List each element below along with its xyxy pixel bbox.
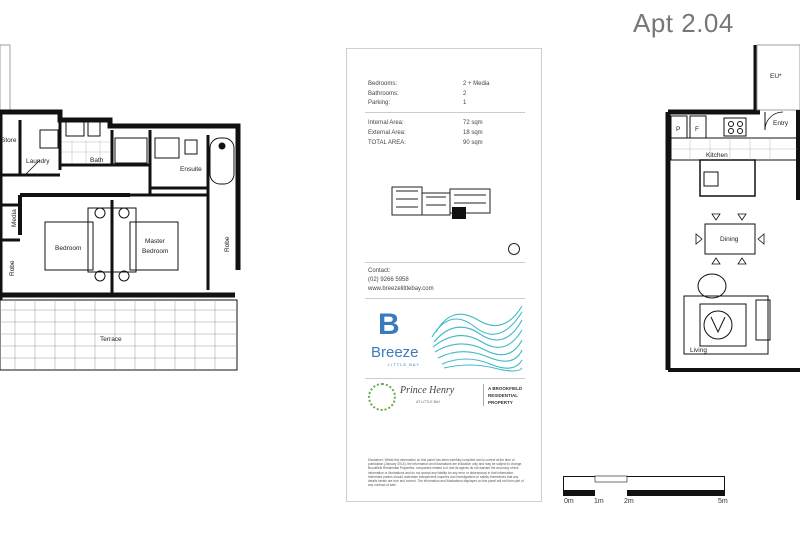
apartment-title: Apt 2.04 <box>633 8 734 38</box>
logo-divider <box>365 298 525 299</box>
appliance-label-f: F <box>695 126 699 133</box>
partner-separator <box>483 384 484 406</box>
contact-web[interactable]: www.breezelittlebay.com <box>368 286 434 292</box>
north-compass-icon <box>508 243 520 255</box>
room-label-media: Media <box>11 209 18 227</box>
scale-label-1: 1m <box>594 498 604 505</box>
scale-label-0: 0m <box>564 498 574 505</box>
room-label-bedroom: Bedroom <box>55 245 82 252</box>
spec-divider <box>365 112 525 113</box>
key-plan <box>390 185 500 230</box>
brand-tagline: LITTLE BAY <box>388 362 420 367</box>
breeze-b-logo: B <box>378 308 400 341</box>
partner-divider <box>365 378 525 379</box>
room-label-kitchen: Kitchen <box>706 152 728 159</box>
room-label-store: Store <box>1 137 17 144</box>
kitchen-tiles <box>671 138 797 160</box>
room-label-bath: Bath <box>90 157 104 164</box>
room-label-robe-right: Robe <box>224 236 231 252</box>
disclaimer: Disclaimer: Whilst this information on this panel has been carefully compiled and is correct at the time of publication (January 2014), the information and illustrations are indicative only and may be subject to change. Brookfield Residential Properties, companies related to it and its agents do not warrant the accuracy of this information or illustrations and do not accept any liability for any error or discrepancy in that information. Interested parties should undertake independent inquiries and investigations to satisfy themselves that any details herein are true and correct. The information and illustrations displayed on this panel will not form part of any contract of sale. <box>368 458 524 488</box>
room-label-eu: EU* <box>770 73 782 80</box>
room-label-living: Living <box>690 347 707 354</box>
developer-line3: PROPERTY <box>488 400 513 405</box>
left-wing <box>0 45 238 370</box>
breeze-wave-graphic <box>430 302 524 372</box>
room-label-robe-left: Robe <box>9 260 16 276</box>
partner-name: Prince Henry <box>400 385 455 396</box>
developer-line1: A BROOKFIELD <box>488 386 523 391</box>
right-wing <box>668 45 800 370</box>
contact-heading: Contact: <box>368 268 391 274</box>
room-label-laundry: Laundry <box>26 158 50 165</box>
prince-henry-emblem-icon <box>368 383 396 411</box>
brand-name: Breeze <box>371 344 419 361</box>
room-label-ensuite: Ensuite <box>180 166 202 173</box>
scale-bar <box>563 476 725 496</box>
scale-label-2: 2m <box>624 498 634 505</box>
room-label-master-line1: Master <box>145 238 165 245</box>
contact-phone: (02) 9266 5958 <box>368 277 409 283</box>
room-label-entry: Entry <box>773 120 789 127</box>
room-label-dining: Dining <box>720 236 739 243</box>
partner-sub: AT LITTLE BAY <box>416 400 441 404</box>
terrace-hatch <box>0 300 237 370</box>
scale-label-5: 5m <box>718 498 728 505</box>
contact-divider <box>365 262 525 263</box>
appliance-label-p: P <box>676 126 681 133</box>
room-label-terrace: Terrace <box>100 336 122 343</box>
developer-line2: RESIDENTIAL <box>488 393 519 398</box>
room-label-master-line2: Bedroom <box>142 248 169 255</box>
info-panel <box>346 48 542 502</box>
